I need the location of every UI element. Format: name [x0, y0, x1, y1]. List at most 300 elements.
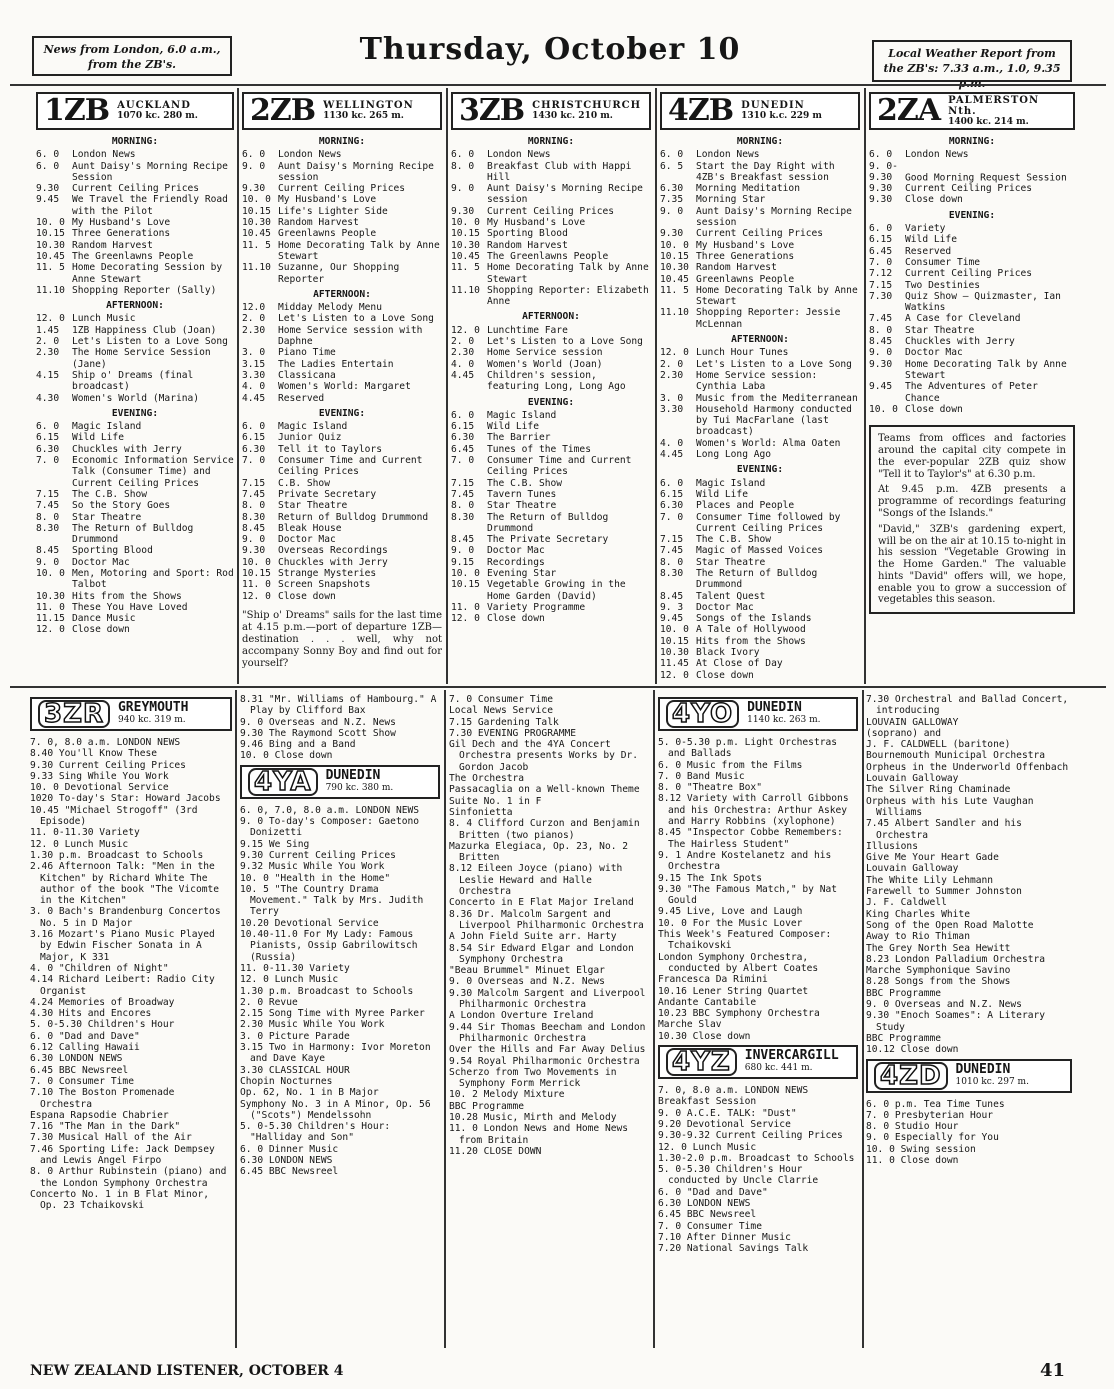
item-title: Lunch Music: [72, 313, 136, 325]
station-header: [451, 92, 651, 130]
item-time: 9.45: [36, 194, 60, 206]
item-title: The C.B. Show: [72, 488, 148, 500]
item-title: Variety Programme: [487, 601, 586, 613]
item-time: 6. 0: [36, 421, 60, 433]
schedule-line: J. F. CALDWELL (baritone): [866, 739, 1011, 751]
schedule-line: 7.20 National Savings Talk: [658, 1243, 809, 1255]
item-title: Aunt Daisy's Morning Recipe Session: [72, 160, 228, 183]
item-title: Star Theatre: [278, 500, 348, 512]
item-time: 6. 0: [242, 421, 266, 433]
schedule-line: 4.24 Memories of Broadway: [30, 996, 175, 1008]
schedule-item: [242, 512, 442, 523]
item-time: 6. 0: [451, 409, 475, 421]
item-time: 9. 0: [869, 347, 893, 359]
item-time: 4. 0: [660, 437, 684, 449]
schedule-line: 10.28 Music, Mirth and Melody: [449, 1111, 617, 1123]
item-title: Wild Life: [487, 421, 539, 433]
item-title: The Barrier: [487, 432, 551, 444]
schedule-item: [36, 194, 234, 217]
section-heading: AFTERNOON:: [731, 334, 789, 346]
station-city: INVERCARGILL: [744, 1048, 839, 1064]
item-title: C.B. Show: [278, 477, 330, 489]
item-title: Wild Life: [696, 488, 748, 500]
item-title: The Greenlawns People: [487, 250, 609, 262]
item-title: My Husband's Love: [696, 239, 795, 251]
item-title: Songs of the Islands: [696, 613, 812, 625]
schedule-line: 10.40-11.0 For My Lady: Famous Pianists, Ossip Gabrilowitsch (Russia): [240, 929, 418, 963]
schedule-line: 9.54 Royal Philharmonic Orchestra: [449, 1055, 640, 1067]
item-time: 7. 0: [36, 455, 60, 467]
schedule-item: [242, 370, 442, 381]
schedule-line: 9. 0 A.C.E. TALK: "Dust": [658, 1107, 797, 1119]
item-title: Variety: [905, 223, 946, 235]
col-divider: [862, 690, 864, 1348]
schedule-item: [242, 325, 442, 348]
station-note: "Ship o' Dreams" sails for the last time at 4.15 p.m.—port of departure 1ZB—destination . . . well, why not accompany Sonny Boy and find out for yourself?: [242, 609, 442, 669]
schedule-item: [660, 591, 860, 602]
item-title: Women's World (Marina): [72, 392, 200, 404]
item-title: Aunt Daisy's Morning Recipe session: [278, 160, 434, 183]
item-time: 2.30: [451, 347, 475, 359]
schedule-line: 6.30 LONDON NEWS: [30, 1053, 123, 1065]
item-title: Hits from the Shows: [696, 635, 806, 647]
schedule-item: [869, 313, 1075, 324]
item-title: Economic Information Service Talk (Consumer Time) and Current Ceiling Prices: [72, 455, 234, 489]
item-time: 10.15: [242, 205, 271, 217]
schedule-line: 5. 0-5.30 p.m. Light Orchestras and Ballads: [658, 737, 838, 760]
schedule-line: 9.20 Devotional Service: [658, 1118, 791, 1130]
item-title: Three Generations: [696, 250, 795, 262]
schedule-item: [36, 512, 234, 523]
schedule-item: [242, 302, 442, 313]
schedule-item: [36, 217, 234, 228]
schedule-line: 10. 0 Devotional Service: [30, 782, 169, 794]
col-divider: [235, 690, 237, 1348]
item-time: 12. 0: [451, 324, 480, 336]
item-title: Random Harvest: [487, 239, 568, 251]
schedule-line: Give Me Your Heart Gade: [866, 852, 999, 864]
item-time: 7.15: [242, 477, 266, 489]
schedule-item: [242, 523, 442, 534]
section-heading: MORNING:: [111, 136, 159, 147]
item-time: 10.15: [451, 579, 480, 591]
station-callsign: 4ZB: [668, 93, 734, 129]
item-title: Reserved: [905, 245, 952, 257]
schedule-line: 6. 0 "Dad and Dave": [30, 1030, 140, 1042]
schedule-item: [242, 557, 442, 568]
schedule-item: [660, 194, 860, 205]
schedule-line: 9.15 We Sing: [240, 838, 310, 850]
item-time: 9.30: [242, 545, 266, 557]
schedule-item: [36, 523, 234, 546]
schedule-line: Passacaglia on a Well-known Theme: [449, 784, 640, 796]
schedule-item: [660, 568, 860, 591]
schedule-item: [660, 489, 860, 500]
page-title: Thursday, October 10: [359, 32, 741, 67]
schedule-line: 9.30 "Enoch Soames": A Literary Study: [866, 1010, 1046, 1033]
col-divider: [653, 690, 655, 1348]
schedule-item: [242, 347, 442, 358]
schedule-item: [660, 183, 860, 194]
item-title: Suzanne, Our Shopping Reporter: [278, 262, 400, 285]
item-time: 6. 0: [36, 160, 60, 172]
schedule-item: [451, 228, 651, 239]
item-time: 4.15: [36, 369, 60, 381]
schedule-item: [242, 313, 442, 324]
item-time: 7. 0: [451, 455, 475, 467]
item-time: 6. 5: [660, 160, 684, 172]
schedule-item: [451, 285, 651, 308]
item-title: Sporting Blood: [72, 545, 153, 557]
item-title: The Greenlawns People: [72, 250, 194, 262]
schedule-line: 7.46 Sporting Life: Jack Dempsey and Lewis Angel Firpo: [30, 1143, 215, 1166]
item-time: 10. 0: [242, 556, 271, 568]
item-time: 6.15: [242, 432, 266, 444]
station-frequency: 1070 kc. 280 m.: [117, 111, 198, 121]
schedule-item: [451, 613, 651, 624]
item-time: 9. 0: [242, 160, 266, 172]
schedule-item: [242, 183, 442, 194]
item-title: Start the Day Right with 4ZB's Breakfast session: [696, 160, 835, 183]
schedule-line: 9.30 Current Ceiling Prices: [240, 849, 396, 861]
schedule-item: [36, 455, 234, 489]
item-time: 4. 0: [451, 358, 475, 370]
schedule-line: (soprano) and: [866, 727, 942, 739]
item-title: Two Destinies: [905, 279, 981, 291]
section-heading: EVENING:: [318, 407, 366, 419]
item-time: 2. 0: [451, 336, 475, 348]
schedule-line: 10.20 Devotional Service: [240, 917, 379, 929]
schedule-item: [242, 568, 442, 579]
item-title: Talent Quest: [696, 590, 766, 602]
schedule-item: [451, 183, 651, 206]
schedule-line: King Charles White: [866, 908, 970, 920]
item-time: 6.15: [869, 234, 893, 246]
schedule-line: Song of the Open Road Malotte: [866, 919, 1034, 931]
item-time: 2. 0: [242, 313, 266, 325]
item-title: Home Decorating Session by Anne Stewart: [72, 262, 223, 285]
item-time: 6.15: [36, 432, 60, 444]
item-title: Doctor Mac: [278, 534, 336, 546]
schedule-item: [660, 359, 860, 370]
station-header: [242, 92, 442, 130]
item-title: Women's World: Margaret: [278, 381, 411, 393]
schedule-item: [660, 512, 860, 535]
item-title: Close down: [696, 669, 754, 681]
schedule-line: 10. 0 Close down: [240, 750, 333, 762]
schedule-item: [451, 347, 651, 358]
item-time: 9.45: [660, 613, 684, 625]
station-column-4ya-evening: [449, 694, 649, 1346]
schedule-item: [36, 591, 234, 602]
station-info: [323, 100, 414, 122]
section-heading: AFTERNOON:: [313, 288, 371, 300]
item-time: 7.45: [242, 488, 266, 500]
schedule-item: [869, 223, 1075, 234]
item-time: 6.30: [660, 183, 684, 195]
middle-rule: [10, 686, 1106, 688]
schedule-item: [451, 444, 651, 455]
schedule-line: A John Field Suite arr. Harty: [449, 931, 617, 943]
section-heading: MORNING:: [948, 136, 996, 147]
station-info: [326, 769, 394, 794]
schedule-line: 7. 0, 8.0 a.m. LONDON NEWS: [658, 1085, 809, 1097]
schedule-line: 10.23 BBC Symphony Orchestra: [658, 1008, 820, 1020]
station-column-1zb: [36, 92, 234, 682]
item-time: 8.30: [242, 511, 266, 523]
schedule-line: 7.16 "The Man in the Dark": [30, 1121, 181, 1133]
schedule-line: Breakfast Session: [658, 1096, 757, 1108]
station-info: [956, 1063, 1029, 1088]
schedule-item: [242, 217, 442, 228]
schedule-line: 1020 To-day's Star: Howard Jacobs: [30, 793, 221, 805]
item-title: Return of Bulldog Drummond: [278, 511, 429, 523]
schedule-item: [242, 206, 442, 217]
schedule-line: 6. 0 "Dad and Dave": [658, 1186, 768, 1198]
item-title: Breakfast Club with Happi Hill: [487, 160, 632, 183]
schedule-line: Op. 62, No. 1 in B Major: [240, 1087, 379, 1099]
schedule-line: 7.45 Albert Sandler and his Orchestra: [866, 818, 1022, 841]
schedule-line: 3.16 Mozart's Piano Music Played by Edwin Fischer Sonata in A Major, K 331: [30, 929, 215, 963]
item-title: We Travel the Friendly Road with the Pilot: [72, 194, 228, 217]
item-title: Consumer Time: [905, 256, 981, 268]
item-time: 8.45: [660, 590, 684, 602]
schedule-line: 12. 0 Lunch Music: [240, 974, 339, 986]
item-title: London News: [278, 149, 342, 161]
highlight-paragraph: Teams from offices and factories around the capital city compete in the ever-popular 2ZB quiz show "Tell it to Taylor's" at 6.30 p.m.: [878, 433, 1066, 480]
schedule-line: 12. 0 Lunch Music: [30, 838, 129, 850]
schedule-item: [660, 613, 860, 624]
item-time: 10.45: [660, 273, 689, 285]
schedule-item: [660, 307, 860, 330]
station-column-4zd: [866, 694, 1072, 1346]
station-info: [117, 100, 198, 122]
section-heading: EVENING:: [111, 407, 159, 419]
station-callsign: 2ZB: [250, 93, 316, 129]
schedule-item: [869, 149, 1075, 160]
item-time: 10.15: [242, 567, 271, 579]
schedule-item: [36, 240, 234, 251]
schedule-line: Louvain Galloway: [866, 863, 959, 875]
schedule-line: 4. 0 "Children of Night": [30, 962, 169, 974]
item-title: Close down: [487, 613, 545, 625]
schedule-item: [451, 149, 651, 160]
schedule-line: 7.30 EVENING PROGRAMME: [449, 727, 577, 739]
schedule-item: [869, 268, 1075, 279]
station-header: [869, 92, 1075, 130]
schedule-item: [36, 421, 234, 432]
item-title: A Case for Cleveland: [905, 313, 1021, 325]
schedule-item: [451, 336, 651, 347]
item-title: Places and People: [696, 500, 795, 512]
item-time: 9. 0: [451, 545, 475, 557]
schedule-item: [36, 149, 234, 160]
station-frequency: 790 kc. 380 m.: [325, 783, 394, 794]
item-title: Home Service session: [487, 347, 603, 359]
station-column-3zb: [451, 92, 651, 682]
station-city: DUNEDIN: [747, 700, 802, 716]
schedule-item: [36, 325, 234, 336]
station-callsign: 3ZR: [38, 700, 110, 728]
highlight-paragraph: "David," 3ZB's gardening expert, will be on the air at 10.15 to-night in his session "Vegetable Growing in the Home Garden." The valuable hints "David" offers will, we hope, enable you to grow a succession of vegetables this season.: [878, 523, 1066, 606]
item-time: 11.45: [660, 658, 689, 670]
section-heading: EVENING:: [948, 209, 996, 221]
item-time: 12. 0: [451, 613, 480, 625]
item-title: Magic Island: [72, 421, 142, 433]
station-callsign: 4YZ: [666, 1048, 737, 1076]
item-title: Aunt Daisy's Morning Recipe session: [487, 183, 643, 206]
item-time: 6.15: [451, 421, 475, 433]
item-title: Lunchtime Fare: [487, 324, 568, 336]
item-title: Magic Island: [696, 477, 766, 489]
schedule-line: 10. 0 For the Music Lover: [658, 917, 803, 929]
item-title: Lunch Hour Tunes: [696, 347, 789, 359]
item-time: 4.45: [242, 392, 266, 404]
col-divider: [655, 88, 657, 684]
schedule-line: The Orchestra: [449, 773, 525, 785]
schedule-line: 10. 2 Melody Mixture: [449, 1089, 565, 1101]
schedule-line: London Symphony Orchestra, conducted by Albert Coates: [658, 951, 819, 974]
item-time: 2.30: [242, 324, 266, 336]
item-time: 8. 0: [451, 500, 475, 512]
item-time: 4.45: [660, 449, 684, 461]
item-time: 10.15: [36, 228, 65, 240]
item-time: 10. 0: [660, 624, 689, 636]
item-time: 10.30: [660, 647, 689, 659]
item-title: Home Decorating Talk by Anne Stewart: [487, 262, 649, 285]
item-title: Bleak House: [278, 522, 342, 534]
schedule-line: Away to Rio Thiman: [866, 931, 970, 943]
item-title: The Ladies Entertain: [278, 358, 394, 370]
item-time: 7.45: [660, 545, 684, 557]
schedule-item: [242, 444, 442, 455]
item-time: 10.15: [451, 228, 480, 240]
schedule-item: [242, 161, 442, 184]
schedule-item: [869, 161, 1075, 184]
schedule-line: 2.46 Afternoon Talk: "Men in the Kitchen" by Richard White The author of the book "The Vicomte in the Kitchen": [30, 861, 220, 907]
schedule-line: The White Lily Lehmann: [866, 874, 994, 886]
schedule-item: [451, 410, 651, 421]
item-title: The Adventures of Peter Chance: [905, 381, 1038, 404]
schedule-item: [660, 545, 860, 556]
item-title: The Return of Bulldog Drummond: [696, 567, 818, 591]
item-time: 11. 0: [451, 601, 480, 613]
station-info: [948, 95, 1067, 128]
item-title: Let's Listen to a Love Song: [696, 358, 852, 370]
schedule-item: [869, 359, 1075, 382]
station-city: DUNEDIN: [325, 768, 381, 784]
schedule-item: [660, 478, 860, 489]
station-logo: [240, 765, 440, 799]
item-time: 6. 0: [660, 149, 684, 161]
item-time: 11. 5: [451, 262, 480, 274]
schedule-item: [36, 347, 234, 370]
station-logo: [866, 1059, 1072, 1093]
schedule-item: [242, 455, 442, 478]
schedule-item: [36, 251, 234, 262]
schedule-item: [36, 624, 234, 635]
station-info: [118, 701, 188, 726]
schedule-item: [242, 591, 442, 602]
item-time: 9. 0: [660, 205, 684, 217]
item-time: 9.45: [869, 381, 893, 393]
station-frequency: 1130 kc. 265 m.: [323, 111, 404, 121]
schedule-item: [660, 602, 860, 613]
item-time: 10.45: [451, 250, 480, 262]
schedule-item: [451, 545, 651, 556]
item-time: 1.45: [36, 324, 60, 336]
schedule-item: [242, 432, 442, 443]
station-frequency: 1400 kc. 214 m.: [948, 116, 1029, 127]
item-time: 3. 0: [242, 347, 266, 359]
item-title: The C.B. Show: [487, 477, 563, 489]
item-title: Reserved: [278, 392, 325, 404]
item-time: 8.30: [451, 511, 475, 523]
item-title: Shopping Reporter: Elizabeth Anne: [487, 284, 649, 308]
station-frequency: 680 kc. 441 m.: [744, 1063, 813, 1074]
schedule-line: Chopin Nocturnes: [240, 1075, 333, 1087]
item-time: 10.15: [660, 250, 689, 262]
item-title: Let's Listen to a Love Song: [278, 313, 434, 325]
schedule-line: Concerto in E Flat Major Ireland: [449, 897, 634, 909]
item-time: 9.30: [869, 194, 893, 206]
schedule-item: [242, 478, 442, 489]
item-title: A Tale of Hollywood: [696, 624, 806, 636]
schedule-item: [869, 404, 1075, 415]
item-title: Consumer Time and Current Ceiling Prices: [487, 455, 632, 478]
schedule-item: [242, 228, 442, 239]
item-time: 11.10: [36, 284, 65, 296]
item-time: 9. 0: [242, 534, 266, 546]
item-time: 8.30: [660, 567, 684, 579]
station-info: [745, 1049, 839, 1074]
schedule-line: Marche Slav: [658, 1019, 722, 1031]
schedule-item: [660, 534, 860, 545]
item-title: Tunes of the Times: [487, 443, 591, 455]
item-time: 2.30: [36, 347, 60, 359]
station-info: [741, 100, 822, 122]
schedule-item: [451, 602, 651, 613]
item-time: 6. 0: [451, 149, 475, 161]
station-callsign: 2ZA: [877, 93, 941, 129]
schedule-line: 4.30 Hits and Encores: [30, 1008, 152, 1020]
schedule-line: 11. 0 London News and Home News from Britain: [449, 1123, 629, 1146]
schedule-item: [36, 183, 234, 194]
station-city: WELLINGTON: [323, 100, 414, 111]
item-title: So the Story Goes: [72, 500, 171, 512]
item-title: Close down: [905, 194, 963, 206]
schedule-line: Concerto No. 1 in B Flat Minor, Op. 23 Tchaikovski: [30, 1188, 210, 1212]
section-heading: MORNING:: [736, 136, 784, 147]
item-time: 6.45: [869, 245, 893, 257]
item-title: Overseas Recordings: [278, 545, 388, 557]
schedule-line: Suite No. 1 in F: [449, 795, 542, 807]
item-time: 8. 0: [242, 500, 266, 512]
station-frequency: 1010 kc. 297 m.: [955, 1076, 1029, 1087]
item-title: Wild Life: [905, 234, 957, 246]
schedule-item: [660, 636, 860, 647]
station-city: DUNEDIN: [741, 100, 805, 111]
schedule-item: [869, 246, 1075, 257]
item-time: 9.15: [451, 556, 475, 568]
item-title: Hits from the Shows: [72, 590, 182, 602]
col-divider: [446, 88, 448, 684]
item-time: 8. 0: [451, 160, 475, 172]
schedule-item: [242, 240, 442, 263]
schedule-line: 6.30 LONDON NEWS: [240, 1154, 333, 1166]
item-title: Close down: [278, 590, 336, 602]
schedule-line: 2.15 Song Time with Myree Parker: [240, 1008, 425, 1020]
